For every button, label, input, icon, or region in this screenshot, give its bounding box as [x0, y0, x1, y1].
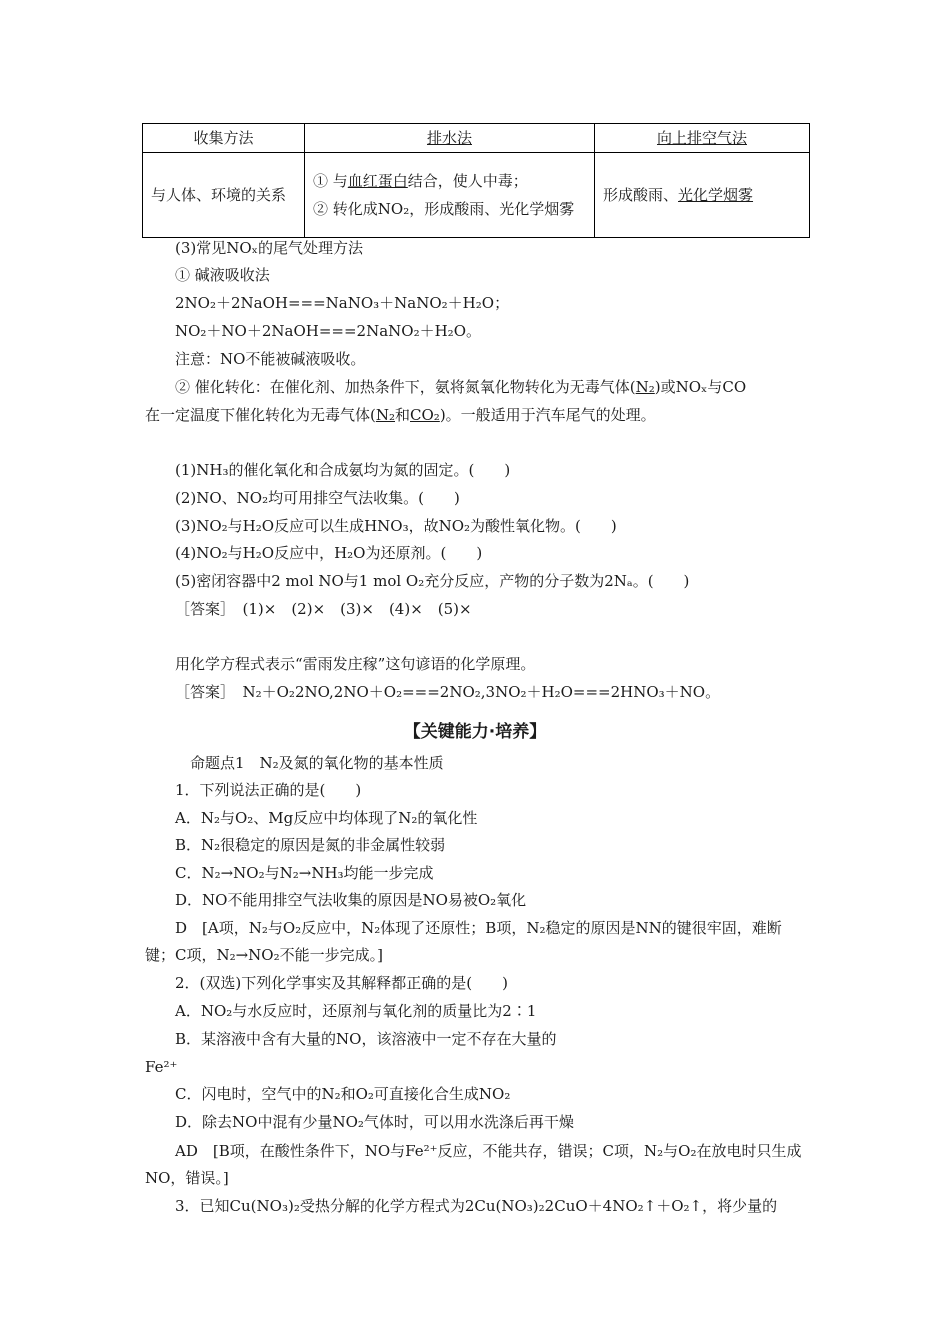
question-3: 3．已知Cu(NO₃)₂受热分解的化学方程式为2Cu(NO₃)₂2CuO＋4NO₂↑＋O₂↑，将少量的: [175, 1197, 778, 1215]
catalytic-line-1: ② 催化转化：在催化剂、加热条件下，氨将氮氧化物转化为无毒气体(N₂)或NOₓ与CO: [175, 378, 747, 396]
equation-1: 2NO₂＋2NaOH===NaNO₃＋NaNO₂＋H₂O；: [175, 294, 510, 312]
question-1-option-b: B．N₂很稳定的原因是氮的非金属性较弱: [175, 836, 446, 854]
question-1-answer: D [A项，N₂与O₂反应中，N₂体现了还原性；B项，N₂稳定的原因是NN的键很牢固，难断键；C项，N₂→NO₂不能一步完成。]: [145, 919, 782, 964]
thunder-question: 用化学方程式表示“雷雨发庄稼”这句谚语的化学原理。: [175, 655, 536, 673]
table-cell-no2: 形成酸雨、光化学烟雾: [595, 153, 810, 238]
question-1-option-a: A．N₂与O₂、Mg反应中均体现了N₂的氧化性: [175, 809, 478, 827]
question-1-option-c: C．N₂→NO₂与N₂→NH₃均能一步完成: [175, 864, 434, 882]
judge-item-1: (1)NH₃的催化氧化和合成氨均为氮的固定。( ): [175, 461, 511, 479]
note-line: 注意：NO不能被碱液吸收。: [175, 350, 366, 368]
table-row-label: 与人体、环境的关系: [143, 153, 305, 238]
question-2-answer: AD [B项，在酸性条件下，NO与Fe²⁺反应，不能共存，错误；C项，N₂与O₂在放电时只生成NO，错误。]: [145, 1142, 802, 1187]
judge-item-2: (2)NO、NO₂均可用排空气法收集。( ): [175, 489, 460, 507]
table-cell-no: ① 与血红蛋白结合，使人中毒； ② 转化成NO₂，形成酸雨、光化学烟雾: [305, 153, 595, 238]
question-2: 2．(双选)下列化学事实及其解释都正确的是( ): [175, 974, 508, 992]
judge-answer: ［答案］ (1)× (2)× (3)× (4)× (5)×: [175, 600, 472, 618]
question-1: 1．下列说法正确的是( ): [175, 781, 362, 799]
section-heading: 【关键能力·培养】: [403, 722, 547, 742]
table-header-water: 排水法: [305, 124, 595, 153]
catalytic-line-2: 在一定温度下催化转化为无毒气体(N₂和CO₂)。一般适用于汽车尾气的处理。: [145, 406, 656, 424]
judge-item-3: (3)NO₂与H₂O反应可以生成HNO₃，故NO₂为酸性氧化物。( ): [175, 517, 617, 535]
table-header-air: 向上排空气法: [595, 124, 810, 153]
judge-item-5: (5)密闭容器中2 mol NO与1 mol O₂充分反应，产物的分子数为2Nₐ。( ): [175, 572, 690, 590]
question-2-option-b: B．某溶液中含有大量的NO，该溶液中一定不存在大量的: [175, 1030, 557, 1048]
question-2-option-d: D．除去NO中混有少量NO₂气体时，可以用水洗涤后再干燥: [175, 1113, 574, 1131]
line-tail-gas-title: (3)常见NOₓ的尾气处理方法: [175, 239, 364, 257]
thunder-answer: ［答案］ N₂＋O₂2NO,2NO＋O₂===2NO₂,3NO₂＋H₂O===2HNO₃＋NO。: [175, 683, 721, 701]
topic-point: 命题点1 N₂及氮的氧化物的基本性质: [190, 754, 444, 772]
question-2-option-a: A．NO₂与水反应时，还原剂与氧化剂的质量比为2∶1: [175, 1002, 537, 1020]
line-alkali-absorb: ① 碱液吸收法: [175, 266, 270, 284]
table-header-method: 收集方法: [143, 124, 305, 153]
collection-method-table: [142, 123, 810, 238]
question-1-option-d: D．NO不能用排空气法收集的原因是NO易被O₂氧化: [175, 891, 527, 909]
question-2-option-c: C．闪电时，空气中的N₂和O₂可直接化合生成NO₂: [175, 1085, 511, 1103]
equation-2: NO₂＋NO＋2NaOH===2NaNO₂＋H₂O。: [175, 322, 481, 340]
question-2-option-b-cont: Fe²⁺: [145, 1058, 178, 1076]
judge-item-4: (4)NO₂与H₂O反应中，H₂O为还原剂。( ): [175, 544, 483, 562]
